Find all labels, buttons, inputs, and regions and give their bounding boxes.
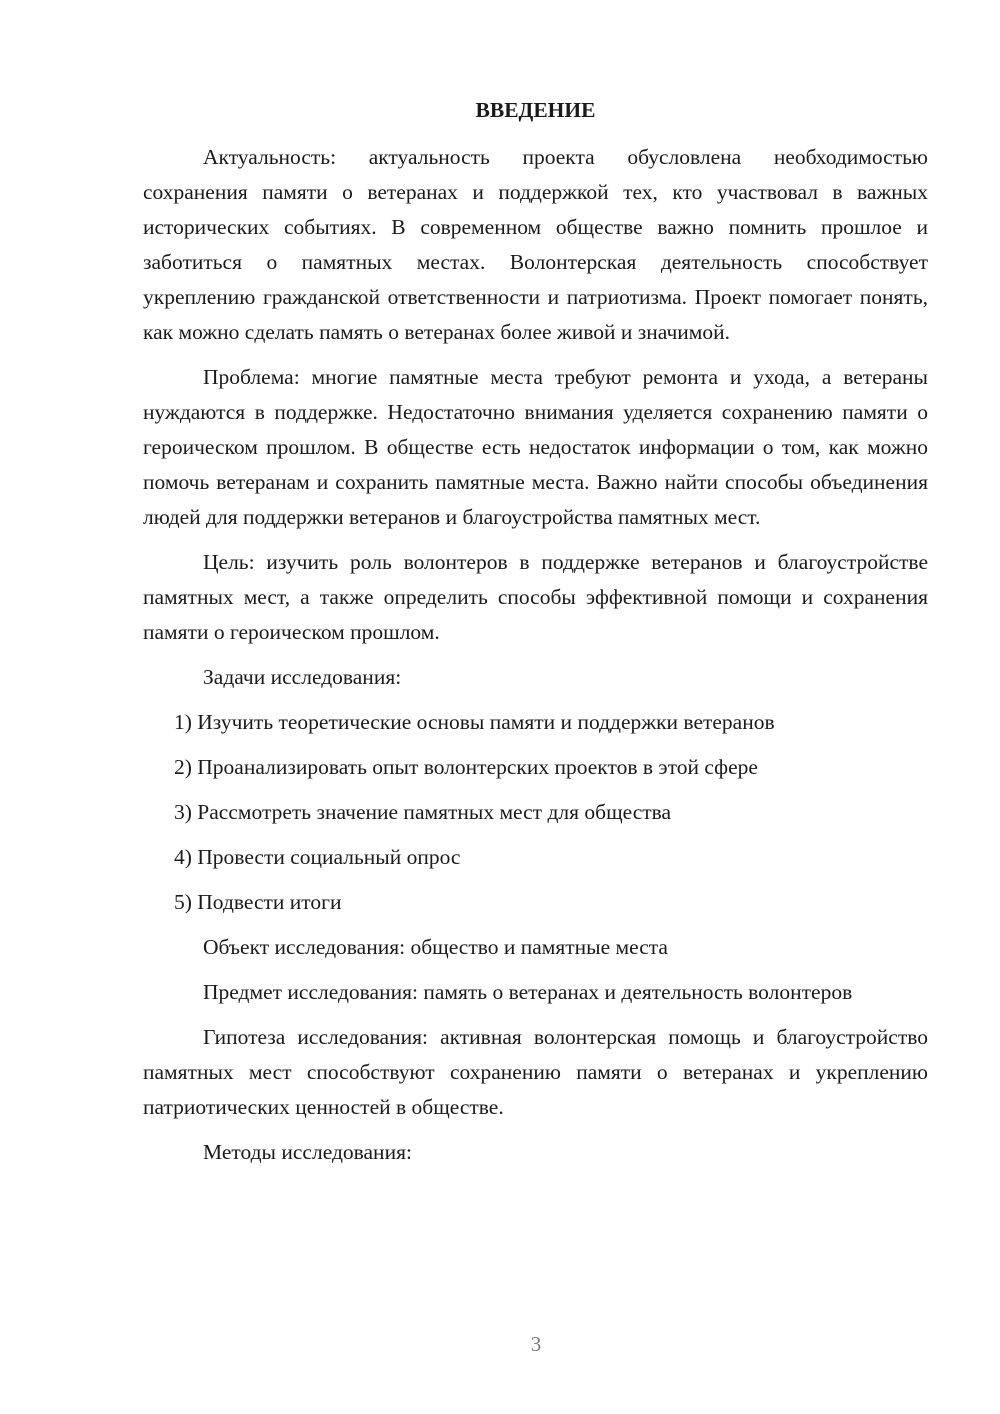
goal-paragraph: Цель: изучить роль волонтеров в поддержке ветеранов и благоустройстве памятных мест, а также определить способы эффективной помощи и сохранения памяти о героическом прошлом. [143, 550, 928, 644]
object-paragraph: Объект исследования: общество и памятные места [203, 935, 668, 959]
methods-heading: Методы исследования: [203, 1140, 412, 1164]
list-item: 1) Изучить теоретические основы памяти и поддержки ветеранов [174, 710, 775, 734]
tasks-list [143, 705, 928, 920]
section-title: ВВЕДЕНИЕ [475, 98, 596, 122]
page-content [143, 95, 928, 1180]
list-item: 4) Провести социальный опрос [174, 845, 461, 869]
list-item: 3) Рассмотреть значение памятных мест для общества [174, 800, 672, 824]
subject-paragraph: Предмет исследования: память о ветеранах и деятельность волонтеров [203, 980, 853, 1004]
relevance-paragraph: Актуальность: актуальность проекта обусловлена необходимостью сохранения памяти о ветеранах и поддержкой тех, кто участвовал в важных исторических событиях. В современном обществе важно помнить прошлое и заботиться о памятных местах. Волонтерская деятельность способствует укреплению гражданской ответственности и патриотизма. Проект помогает понять, как можно сделать память о ветеранах более живой и значимой. [143, 145, 928, 344]
list-item: 2) Проанализировать опыт волонтерских проектов в этой сфере [174, 755, 758, 779]
list-item: 5) Подвести итоги [174, 890, 342, 914]
tasks-heading: Задачи исследования: [203, 665, 402, 689]
hypothesis-paragraph: Гипотеза исследования: активная волонтерская помощь и благоустройство памятных мест способствуют сохранению памяти о ветеранах и укреплению патриотических ценностей в обществе. [143, 1025, 928, 1119]
page-number: 3 [530, 1332, 542, 1356]
problem-paragraph: Проблема: многие памятные места требуют ремонта и ухода, а ветераны нуждаются в поддержке. Недостаточно внимания уделяется сохранению памяти о героическом прошлом. В обществе есть недостаток информации о том, как можно помочь ветеранам и сохранить памятные места. Важно найти способы объединения людей для поддержки ветеранов и благоустройства памятных мест. [143, 365, 928, 529]
